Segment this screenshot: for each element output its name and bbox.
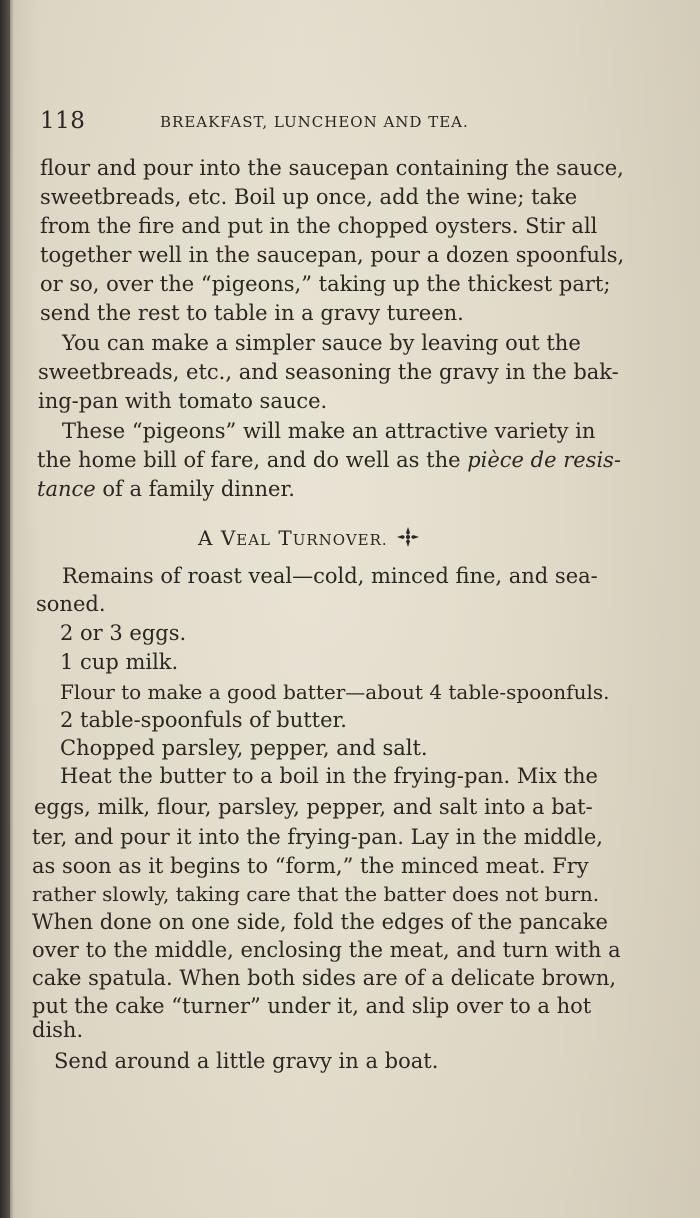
direction-line: put the cake “turner” under it, and slip over to a hot bbox=[32, 994, 592, 1018]
ingredient-line: Remains of roast veal—cold, minced fine, and sea- bbox=[62, 564, 598, 588]
title-small-caps: EAL bbox=[236, 531, 272, 549]
ingredient-line: 2 or 3 eggs. bbox=[60, 621, 187, 645]
title-small-caps: URNOVER. bbox=[292, 531, 388, 549]
text-run: of a family dinner. bbox=[95, 477, 295, 501]
ingredient-line: 1 cup milk. bbox=[60, 650, 179, 674]
text-line: These “pigeons” will make an attractive variety in bbox=[62, 419, 596, 443]
title-capital: T bbox=[278, 526, 293, 550]
direction-line: cake spatula. When both sides are of a delicate brown, bbox=[32, 966, 617, 990]
italic-phrase: pièce de resis- bbox=[467, 448, 622, 472]
ingredient-line: Chopped parsley, pepper, and salt. bbox=[60, 736, 428, 760]
text-line: sweetbreads, etc., and seasoning the gravy in the bak- bbox=[38, 360, 619, 384]
recipe-title bbox=[198, 526, 420, 553]
direction-line: Heat the butter to a boil in the frying-pan. Mix the bbox=[60, 764, 598, 788]
text-line: from the fire and put in the chopped oysters. Stir all bbox=[40, 214, 598, 238]
ingredient-line: soned. bbox=[36, 592, 106, 616]
book-spine-shadow bbox=[0, 0, 10, 1218]
text-line: ing-pan with tomato sauce. bbox=[38, 389, 328, 413]
direction-line: dish. bbox=[32, 1018, 84, 1042]
ingredient-line: Flour to make a good batter—about 4 table-spoonfuls. bbox=[60, 680, 610, 704]
text-line: send the rest to table in a gravy tureen. bbox=[40, 301, 464, 325]
text-line bbox=[37, 479, 295, 500]
direction-line: When done on one side, fold the edges of the pancake bbox=[32, 910, 608, 934]
closing-line: Send around a little gravy in a boat. bbox=[54, 1049, 439, 1073]
running-head: BREAKFAST, LUNCHEON AND TEA. bbox=[160, 113, 469, 131]
text-run: the home bill of fare, and do well as the bbox=[37, 448, 468, 472]
italic-phrase: tance bbox=[37, 477, 96, 501]
direction-line: as soon as it begins to “form,” the minced meat. Fry bbox=[32, 854, 589, 878]
direction-line: ter, and pour it into the frying-pan. Lay in the middle, bbox=[32, 825, 603, 849]
text-line: sweetbreads, etc. Boil up once, add the wine; take bbox=[40, 185, 578, 209]
title-capital: V bbox=[220, 526, 237, 550]
direction-line: over to the middle, enclosing the meat, and turn with a bbox=[32, 938, 621, 962]
page-header bbox=[40, 108, 510, 138]
text-line: flour and pour into the saucepan containing the sauce, bbox=[40, 156, 624, 180]
text-line bbox=[37, 450, 621, 471]
cross-ornament-icon bbox=[396, 526, 420, 553]
text-line: or so, over the “pigeons,” taking up the thickest part; bbox=[40, 272, 611, 296]
text-line: together well in the saucepan, pour a dozen spoonfuls, bbox=[40, 243, 625, 267]
direction-line: eggs, milk, flour, parsley, pepper, and salt into a bat- bbox=[34, 795, 593, 819]
title-capital: A bbox=[198, 526, 214, 550]
page-number: 118 bbox=[40, 108, 86, 134]
direction-line: rather slowly, taking care that the batter does not burn. bbox=[32, 882, 600, 906]
ingredient-line: 2 table-spoonfuls of butter. bbox=[60, 708, 347, 732]
text-line: You can make a simpler sauce by leaving out the bbox=[62, 331, 581, 355]
